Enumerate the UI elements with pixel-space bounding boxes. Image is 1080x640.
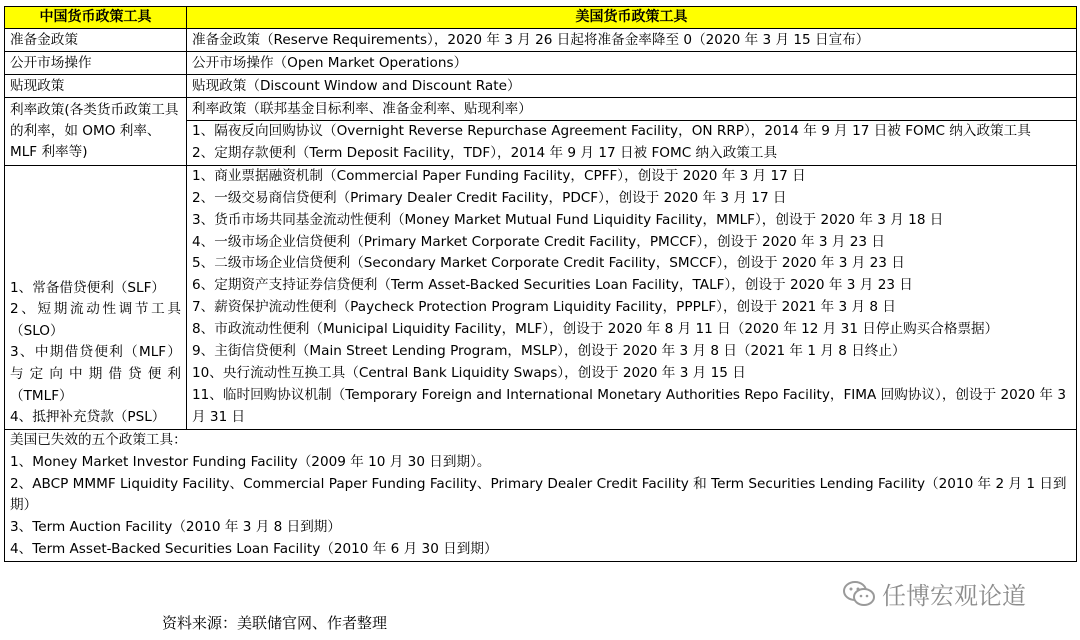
list-item: 1、隔夜反向回购协议（Overnight Reverse Repurchase Agreement Facility，ON RRP），2014 年 9 月 17 日被 FOMC 纳入政策工具 [192, 123, 1031, 139]
list-item: 3、Term Auction Facility（2010 年 3 月 8 日到期） [10, 519, 341, 536]
header-us: 美国货币政策工具 [187, 7, 1077, 29]
table-row [5, 429, 1077, 561]
cell-china: 准备金政策 [5, 29, 187, 52]
list-item: 11、临时回购协议机制（Temporary Foreign and International Monetary Authorities Repo Facility，FIMA 回购协议），创设于 2020 年 3 月 31 日 [192, 386, 1066, 425]
list-item: 10、央行流动性互换工具（Central Bank Liquidity Swaps），创设于 2020 年 3 月 15 日 [192, 364, 746, 381]
cell-expired-tools [5, 429, 1077, 561]
list-item: 8、市政流动性便利（Municipal Liquidity Facility，MLF），创设于 2020 年 8 月 11 日（2020 年 12 月 31 日停止购买合格票据） [192, 321, 999, 338]
table-row [5, 52, 1077, 75]
source-note: 资料来源：美联储官网、作者整理 [162, 614, 388, 632]
list-item: 5、二级市场企业信贷便利（Secondary Market Corporate Credit Facility，SMCCF），创设于 2020 年 3 月 23 日 [192, 255, 905, 272]
table-row [5, 98, 1077, 121]
cell-us: 贴现政策（Discount Window and Discount Rate） [187, 75, 1077, 98]
list-item: 9、主街信贷便利（Main Street Lending Program，MSLP），创设于 2020 年 3 月 8 日（2021 年 1 月 8 日终止） [192, 343, 906, 360]
cell-china-rate-policy: 利率政策(各类货币政策工具的利率，如 OMO 利率、MLF 利率等) [5, 98, 187, 166]
list-item: 1、商业票据融资机制（Commercial Paper Funding Facility，CPFF），创设于 2020 年 3 月 17 日 [192, 167, 806, 184]
watermark-text: 任博宏观论道 [882, 582, 1026, 610]
cell-china: 贴现政策 [5, 75, 187, 98]
list-item: 3、中期借贷便利（MLF）与定向中期借贷便利（TMLF） [10, 344, 181, 404]
list-item: 1、Money Market Investor Funding Facility（2009 年 10 月 30 日到期）。 [10, 453, 491, 470]
policy-tools-table [4, 6, 1077, 562]
list-item: 4、一级市场企业信贷便利（Primary Market Corporate Credit Facility，PMCCF），创设于 2020 年 3 月 23 日 [192, 233, 885, 250]
list-item: 1、常备借贷便利（SLF） [10, 279, 166, 296]
cell-china-lending [5, 165, 187, 429]
list-item: 2、一级交易商信贷便利（Primary Dealer Credit Facility，PDCF），创设于 2020 年 3 月 17 日 [192, 189, 787, 206]
header-china: 中国货币政策工具 [5, 7, 187, 29]
table-row [5, 29, 1077, 52]
list-item: 2、短期流动性调节工具（SLO） [10, 301, 181, 339]
table-row [5, 75, 1077, 98]
list-item: 2、定期存款便利（Term Deposit Facility，TDF），2014 年 9 月 17 日被 FOMC 纳入政策工具 [192, 144, 778, 161]
list-item: 7、薪资保护流动性便利（Paycheck Protection Program Liquidity Facility，PPPLF），创设于 2021 年 3 月 8 日 [192, 299, 896, 316]
cell-us-lending-items [187, 165, 1077, 429]
cell-us-rate-items [187, 121, 1077, 166]
cell-us: 准备金政策（Reserve Requirements），2020 年 3 月 26 日起将准备金率降至 0（2020 年 3 月 15 日宣布） [187, 29, 1077, 52]
cell-us-rate-title: 利率政策（联邦基金目标利率、准备金利率、贴现利率） [187, 98, 1077, 121]
list-item: 6、定期资产支持证券信贷便利（Term Asset-Backed Securities Loan Facility，TALF），创设于 2020 年 3 月 23 日 [192, 277, 913, 294]
cell-us: 公开市场操作（Open Market Operations） [187, 52, 1077, 75]
table-header-row [5, 7, 1077, 29]
expired-title: 美国已失效的五个政策工具： [10, 431, 187, 448]
list-item: 4、Term Asset-Backed Securities Loan Facility（2010 年 6 月 30 日到期） [10, 541, 498, 558]
cell-china: 公开市场操作 [5, 52, 187, 75]
wechat-icon [842, 580, 876, 608]
list-item: 3、货币市场共同基金流动性便利（Money Market Mutual Fund Liquidity Facility，MMLF），创设于 2020 年 3 月 18 日 [192, 211, 944, 228]
watermark [842, 576, 1026, 611]
list-item: 2、ABCP MMMF Liquidity Facility、Commercial Paper Funding Facility、Primary Dealer Credit Facility 和 Term Securities Lending Facility（2010 年 2 月 1 日到期） [10, 475, 1067, 514]
list-item: 4、抵押补充贷款（PSL） [10, 409, 166, 426]
